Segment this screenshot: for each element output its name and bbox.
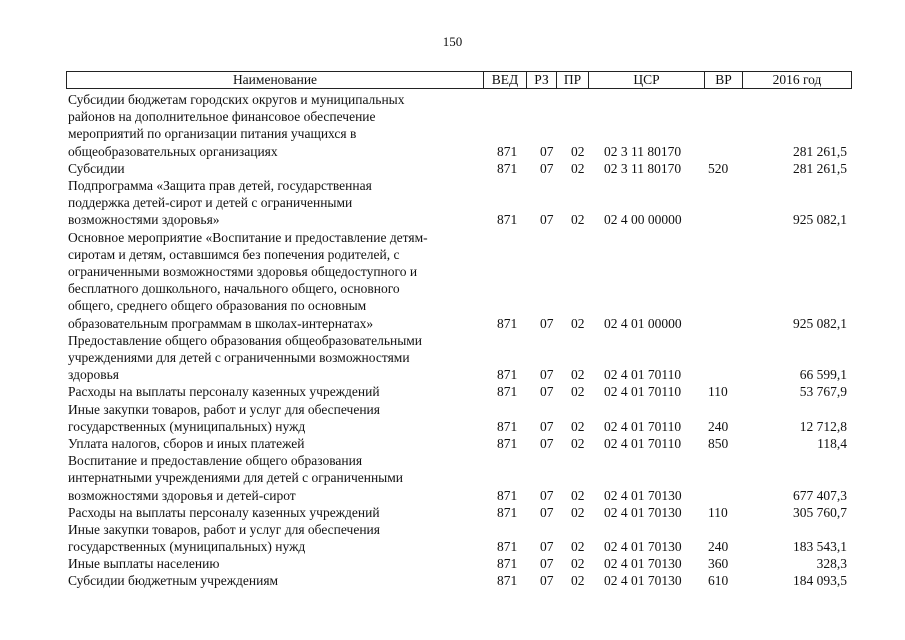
row-rz: 07 bbox=[540, 435, 554, 451]
page-number: 150 bbox=[442, 34, 463, 49]
row-name bbox=[68, 91, 480, 160]
row-ved: 871 bbox=[497, 573, 518, 589]
row-year: 677 407,3 bbox=[793, 487, 847, 503]
row-csr: 02 4 01 70130 bbox=[604, 539, 682, 555]
row-vr: 360 bbox=[708, 556, 729, 572]
row-rz: 07 bbox=[540, 539, 554, 555]
row-vr: 520 bbox=[708, 160, 729, 176]
row-pr: 02 bbox=[571, 573, 585, 589]
row-name bbox=[68, 160, 480, 177]
row-name bbox=[68, 332, 480, 384]
row-ved: 871 bbox=[497, 384, 518, 400]
row-csr: 02 4 01 70130 bbox=[604, 573, 682, 589]
row-name-line: Расходы на выплаты персоналу казенных учреждений bbox=[68, 504, 380, 520]
row-pr: 02 bbox=[571, 143, 585, 159]
row-csr: 02 4 01 00000 bbox=[604, 315, 682, 331]
row-pr: 02 bbox=[571, 367, 585, 383]
column-header-ved: ВЕД bbox=[483, 72, 526, 88]
row-name-line: ограниченными возможностями здоровья общедоступного и bbox=[68, 263, 418, 279]
row-year: 118,4 bbox=[817, 435, 847, 451]
row-pr: 02 bbox=[571, 504, 585, 520]
row-name-line: Основное мероприятие «Воспитание и предоставление детям- bbox=[68, 229, 428, 245]
row-pr: 02 bbox=[571, 160, 585, 176]
row-csr: 02 3 11 80170 bbox=[604, 160, 682, 176]
row-pr: 02 bbox=[571, 435, 585, 451]
row-rz: 07 bbox=[540, 367, 554, 383]
table-row bbox=[0, 401, 905, 435]
row-name-line: Подпрограмма «Защита прав детей, государственная bbox=[68, 177, 372, 193]
row-name bbox=[68, 383, 480, 400]
row-pr: 02 bbox=[571, 212, 585, 228]
row-ved: 871 bbox=[497, 367, 518, 383]
table-row bbox=[0, 160, 905, 177]
row-ved: 871 bbox=[497, 418, 518, 434]
row-name-line: Иные закупки товаров, работ и услуг для обеспечения bbox=[68, 521, 380, 537]
row-pr: 02 bbox=[571, 556, 585, 572]
column-header-year: 2016 год bbox=[742, 72, 851, 88]
row-name-line: государственных (муниципальных) нужд bbox=[68, 418, 306, 434]
table-row bbox=[0, 572, 905, 589]
row-name-line: Субсидии бюджетам городских округов и муниципальных bbox=[68, 92, 405, 107]
row-vr: 850 bbox=[708, 435, 729, 451]
row-year: 184 093,5 bbox=[793, 573, 847, 589]
column-header-vr: ВР bbox=[704, 72, 742, 88]
row-vr: 610 bbox=[708, 573, 729, 589]
row-rz: 07 bbox=[540, 143, 554, 159]
row-year: 12 712,8 bbox=[799, 418, 847, 434]
row-name-line: Воспитание и предоставление общего образования bbox=[68, 453, 363, 469]
row-ved: 871 bbox=[497, 212, 518, 228]
row-name bbox=[68, 504, 480, 521]
row-csr: 02 4 01 70130 bbox=[604, 504, 682, 520]
row-csr: 02 4 01 70130 bbox=[604, 487, 682, 503]
row-ved: 871 bbox=[497, 160, 518, 176]
row-rz: 07 bbox=[540, 212, 554, 228]
table-row bbox=[0, 555, 905, 572]
row-rz: 07 bbox=[540, 556, 554, 572]
table-row bbox=[0, 177, 905, 229]
row-year: 53 767,9 bbox=[799, 384, 847, 400]
row-csr: 02 4 01 70130 bbox=[604, 556, 682, 572]
row-name-line: государственных (муниципальных) нужд bbox=[68, 539, 306, 555]
table-row bbox=[0, 91, 905, 160]
row-year: 305 760,7 bbox=[793, 504, 847, 520]
row-name bbox=[68, 521, 480, 555]
row-name-line: возможностями здоровья» bbox=[68, 212, 220, 228]
row-name-line: бесплатного дошкольного, начального общего, основного bbox=[68, 281, 400, 297]
table-row bbox=[0, 435, 905, 452]
table-row bbox=[0, 229, 905, 332]
row-name-line: мероприятий по организации питания учащихся в bbox=[68, 126, 357, 142]
row-ved: 871 bbox=[497, 556, 518, 572]
row-ved: 871 bbox=[497, 487, 518, 503]
row-rz: 07 bbox=[540, 487, 554, 503]
row-ved: 871 bbox=[497, 315, 518, 331]
row-name-line: Иные закупки товаров, работ и услуг для обеспечения bbox=[68, 401, 380, 417]
row-csr: 02 4 00 00000 bbox=[604, 212, 682, 228]
row-year: 328,3 bbox=[816, 556, 847, 572]
row-name bbox=[68, 177, 480, 229]
table-row bbox=[0, 504, 905, 521]
row-csr: 02 4 01 70110 bbox=[604, 367, 682, 383]
row-year: 281 261,5 bbox=[793, 160, 847, 176]
row-pr: 02 bbox=[571, 539, 585, 555]
table-row bbox=[0, 452, 905, 504]
row-name-line: поддержка детей-сирот и детей с ограниченными bbox=[68, 195, 353, 211]
row-rz: 07 bbox=[540, 315, 554, 331]
row-rz: 07 bbox=[540, 504, 554, 520]
table-row bbox=[0, 332, 905, 384]
column-header-rz: РЗ bbox=[526, 72, 556, 88]
row-name-line: общего, среднего общего образования по основным bbox=[68, 298, 367, 314]
row-pr: 02 bbox=[571, 384, 585, 400]
row-vr: 240 bbox=[708, 418, 729, 434]
row-name-line: возможностями здоровья и детей-сирот bbox=[68, 487, 296, 503]
row-year: 281 261,5 bbox=[793, 143, 847, 159]
row-name-line: образовательным программам в школах-интернатах» bbox=[68, 315, 374, 331]
column-header-name: Наименование bbox=[232, 72, 318, 87]
row-name bbox=[68, 572, 480, 589]
row-name bbox=[68, 435, 480, 452]
row-ved: 871 bbox=[497, 504, 518, 520]
row-name bbox=[68, 452, 480, 504]
column-header-pr: ПР bbox=[556, 72, 588, 88]
row-ved: 871 bbox=[497, 143, 518, 159]
table-row bbox=[0, 383, 905, 400]
row-csr: 02 4 01 70110 bbox=[604, 435, 682, 451]
row-name-line: Иные выплаты населению bbox=[68, 556, 220, 572]
row-csr: 02 4 01 70110 bbox=[604, 384, 682, 400]
row-name-line: Субсидии бюджетным учреждениям bbox=[68, 573, 279, 589]
row-pr: 02 bbox=[571, 487, 585, 503]
row-rz: 07 bbox=[540, 573, 554, 589]
row-name bbox=[68, 229, 480, 332]
row-pr: 02 bbox=[571, 315, 585, 331]
row-name-line: Расходы на выплаты персоналу казенных учреждений bbox=[68, 384, 380, 400]
row-name-line: Субсидии bbox=[68, 160, 125, 176]
row-name-line: сиротам и детям, оставшимся без попечения родителей, с bbox=[68, 246, 400, 262]
row-name-line: здоровья bbox=[68, 367, 119, 383]
row-year: 925 082,1 bbox=[793, 315, 847, 331]
row-name-line: районов на дополнительное финансовое обеспечение bbox=[68, 109, 376, 125]
row-name bbox=[68, 555, 480, 572]
row-csr: 02 4 01 70110 bbox=[604, 418, 682, 434]
column-header-csr: ЦСР bbox=[588, 72, 704, 88]
row-name-line: интернатными учреждениями для детей с ограниченными bbox=[68, 470, 404, 486]
row-ved: 871 bbox=[497, 539, 518, 555]
row-pr: 02 bbox=[571, 418, 585, 434]
row-ved: 871 bbox=[497, 435, 518, 451]
row-name bbox=[68, 401, 480, 435]
row-vr: 110 bbox=[708, 384, 728, 400]
row-name-line: общеобразовательных организациях bbox=[68, 143, 278, 159]
table-body bbox=[0, 91, 905, 590]
row-name-line: Предоставление общего образования общеобразовательными bbox=[68, 332, 423, 348]
row-name-line: Уплата налогов, сборов и иных платежей bbox=[68, 435, 305, 451]
row-vr: 110 bbox=[708, 504, 728, 520]
row-vr: 240 bbox=[708, 539, 729, 555]
row-year: 183 543,1 bbox=[793, 539, 847, 555]
row-csr: 02 3 11 80170 bbox=[604, 143, 682, 159]
row-year: 925 082,1 bbox=[793, 212, 847, 228]
row-rz: 07 bbox=[540, 160, 554, 176]
row-name-line: учреждениями для детей с ограниченными возможностями bbox=[68, 349, 410, 365]
table-row bbox=[0, 521, 905, 555]
row-rz: 07 bbox=[540, 384, 554, 400]
row-rz: 07 bbox=[540, 418, 554, 434]
row-year: 66 599,1 bbox=[799, 367, 847, 383]
table-header bbox=[66, 71, 852, 89]
